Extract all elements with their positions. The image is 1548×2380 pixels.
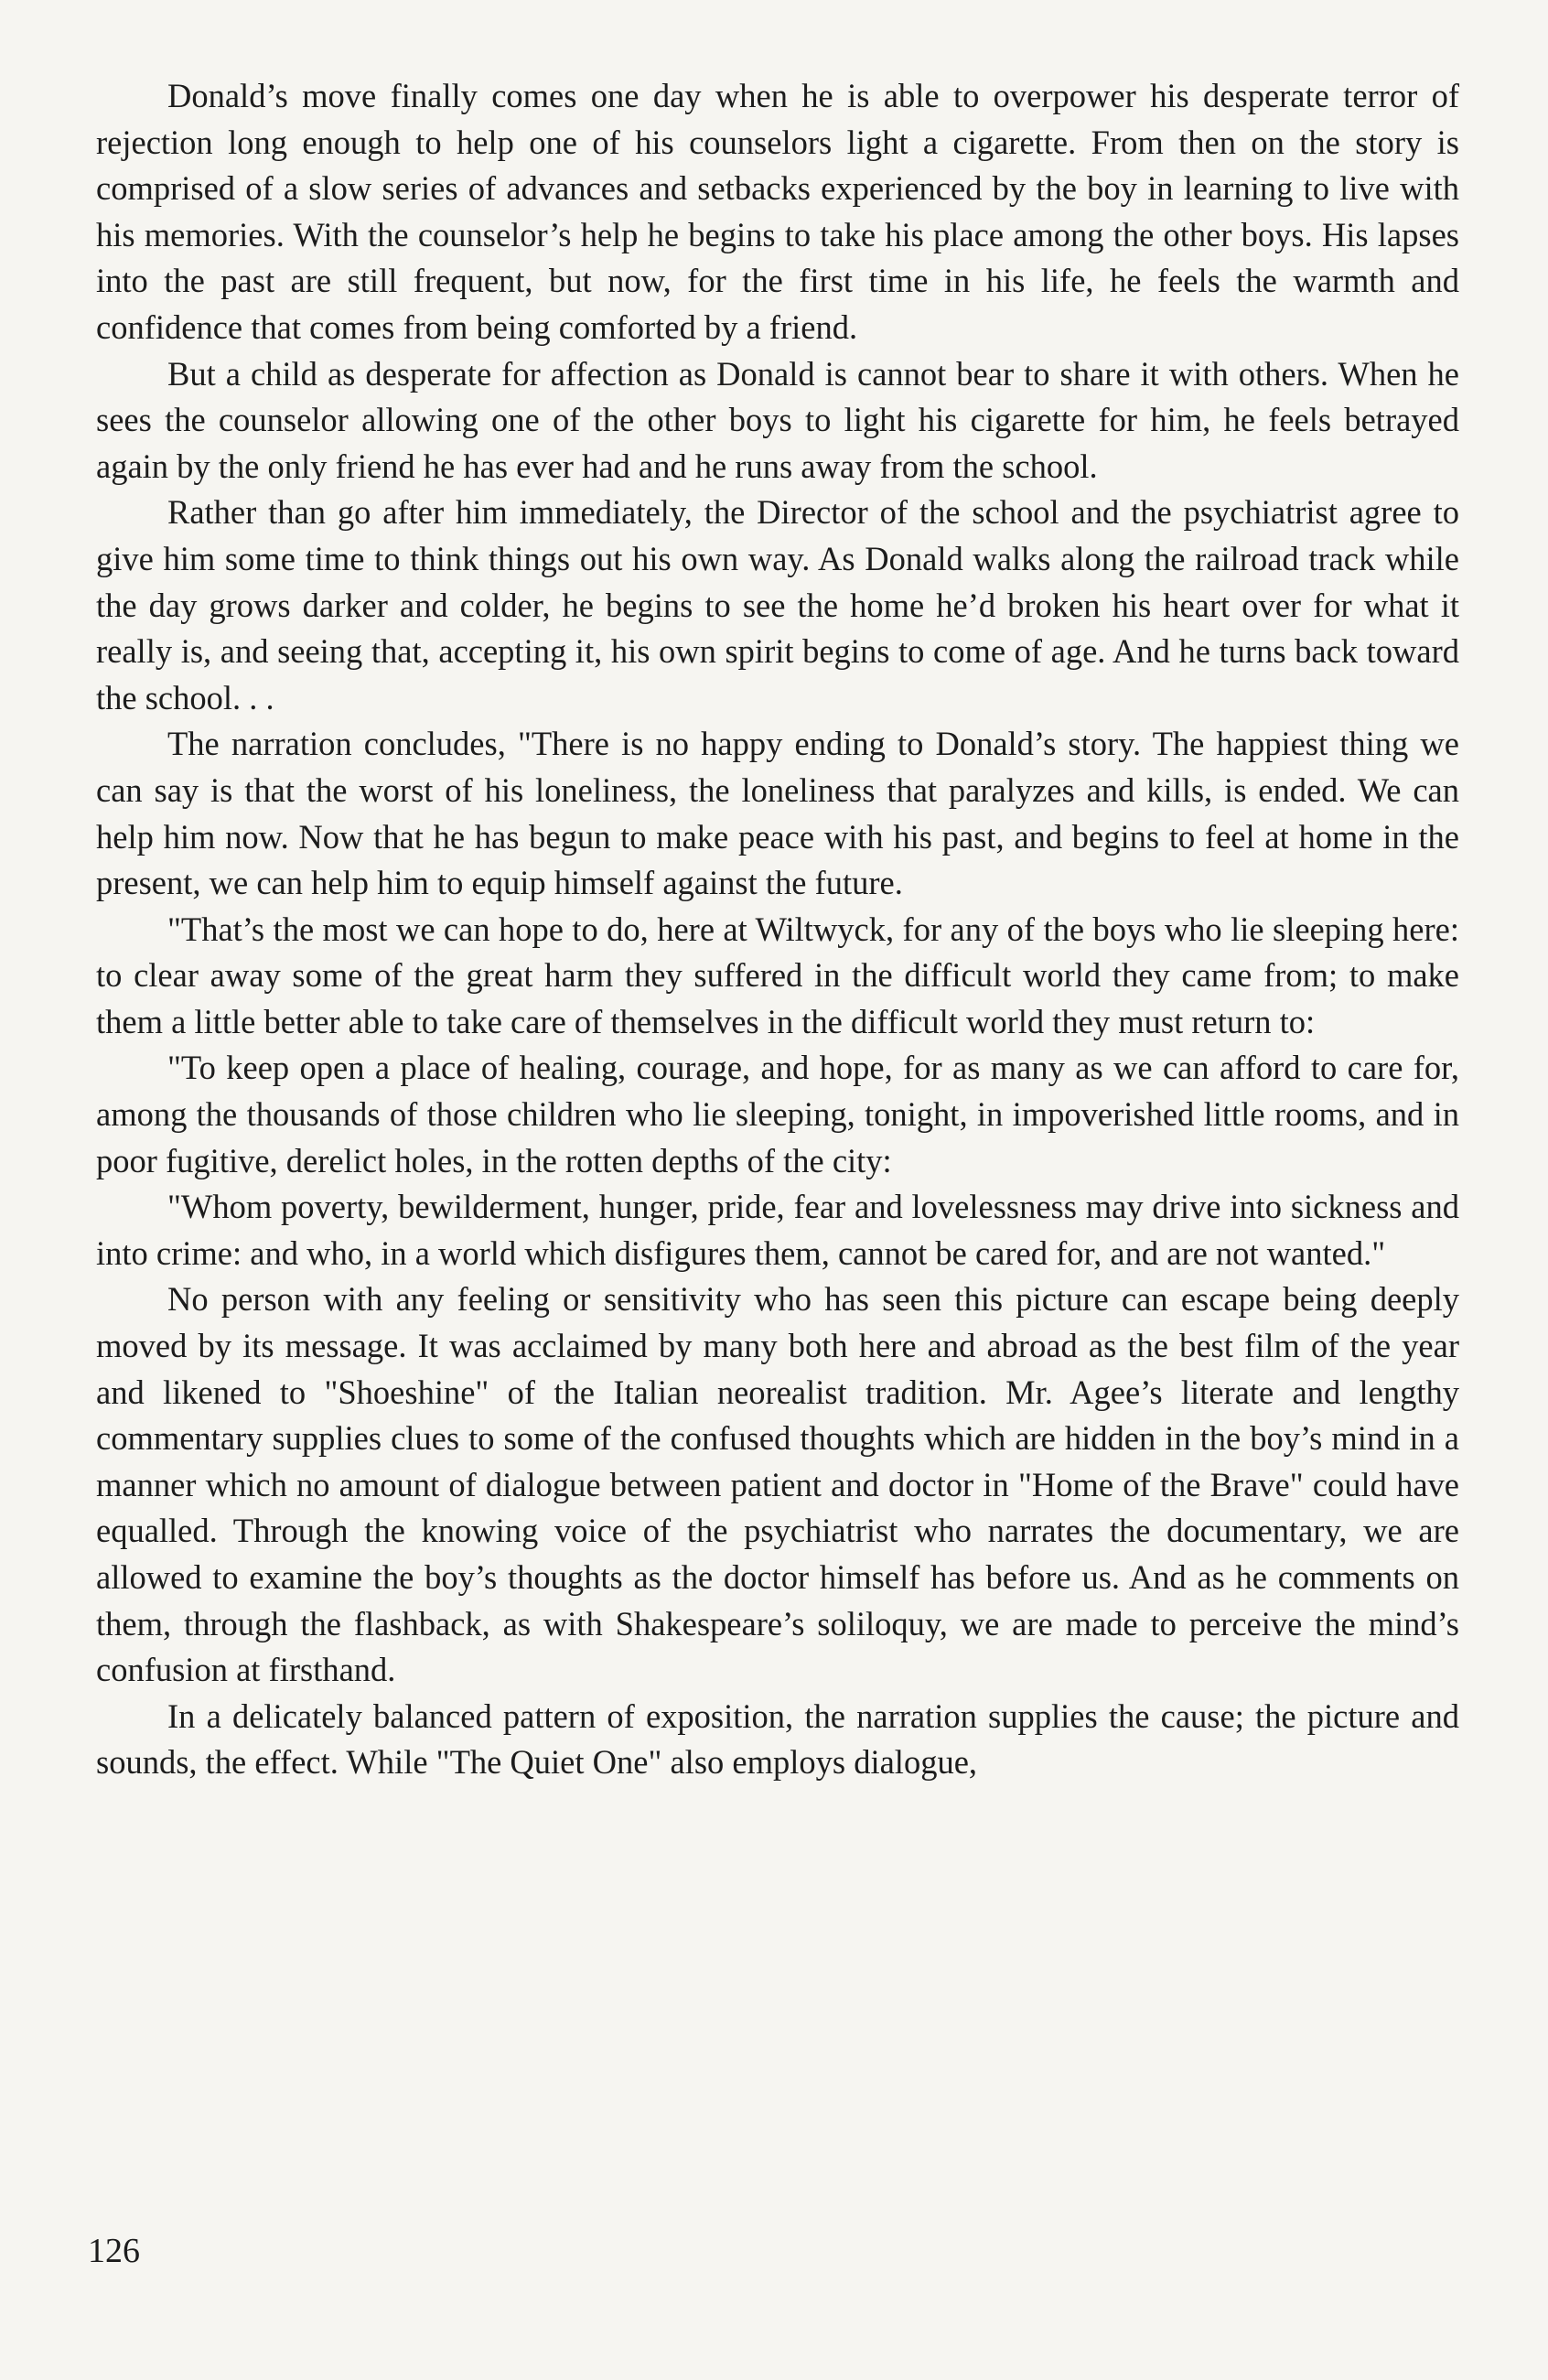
paragraph-1: Donald’s move finally comes one day when he is able to overpower his desperate terror of rejection long enough to help one of his counselors light a cigarette. From then on the story is comprised of a slow series of advances and setbacks experienced by the boy in learning to live with his memories. With the counselor’s help he begins to take his place among the other boys. His lapses into the past are still frequent, but now, for the first time in his life, he feels the warmth and confidence that comes from being comforted by a friend. (96, 77, 1459, 346)
paragraph-2: But a child as desperate for affection as Donald is cannot bear to share it with others. When he sees the counselor allowing one of the other boys to light his cigarette for him, he feels betrayed again by the only friend he has ever had and he runs away from the school. (96, 354, 1459, 485)
paragraph-5: "That’s the most we can hope to do, here at Wiltwyck, for any of the boys who lie sleeping here: to clear away some of the great harm they suffered in the difficult world they came from; to make them a little better able to take care of themselves in the difficult world they must return to: (96, 910, 1459, 1040)
paragraph-3: Rather than go after him immediately, the Director of the school and the psychiatrist agree to give him some time to think things out his own way. As Donald walks along the railroad track while the day grows darker and colder, he begins to see the home he’d broken his heart over for what it really is, and seeing that, accepting it, his own spirit begins to come of age. And he turns back toward the school. . . (96, 493, 1459, 716)
paragraph-9: In a delicately balanced pattern of exposition, the narration supplies the cause; the picture and sounds, the effect. While "The Quiet One" also employs dialogue, (96, 1696, 1459, 1782)
paragraph-7: "Whom poverty, bewilderment, hunger, pride, fear and lovelessness may drive into sickness and into crime: and who, in a world which disfigures them, cannot be cared for, and are not wanted." (96, 1188, 1459, 1272)
paragraph-6: "To keep open a place of healing, courage, and hope, for as many as we can afford to care for, among the thousands of those children who lie sleeping, tonight, in impoverished little rooms, and in poor fugitive, derelict holes, in the rotten depths of the city: (96, 1049, 1459, 1179)
page-number: 126 (88, 2232, 140, 2270)
paragraph-4: The narration concludes, "There is no happy ending to Donald’s story. The happiest thing we can say is that the worst of his loneliness, the loneliness that paralyzes and kills, is ended. We can help him now. Now that he has begun to make peace with his past, and begins to feel at home in the present, we can help him to equip himself against the future. (96, 725, 1459, 902)
paragraph-8: No person with any feeling or sensitivity who has seen this picture can escape being deeply moved by its message. It was acclaimed by many both here and abroad as the best film of the year and likened to "Shoeshine" of the Italian neorealist tradition. Mr. Agee’s literate and lengthy commentary supplies clues to some of the confused thoughts which are hidden in the boy’s mind in a manner which no amount of dialogue between patient and doctor in "Home of the Brave" could have equalled. Through the knowing voice of the psychiatrist who narrates the documentary, we are allowed to examine the boy’s thoughts as the doctor himself has before us. And as he comments on them, through the flashback, as with Shakespeare’s soliloquy, we are made to perceive the mind’s confusion at firsthand. (96, 1280, 1459, 1689)
page-body (96, 73, 1459, 1786)
